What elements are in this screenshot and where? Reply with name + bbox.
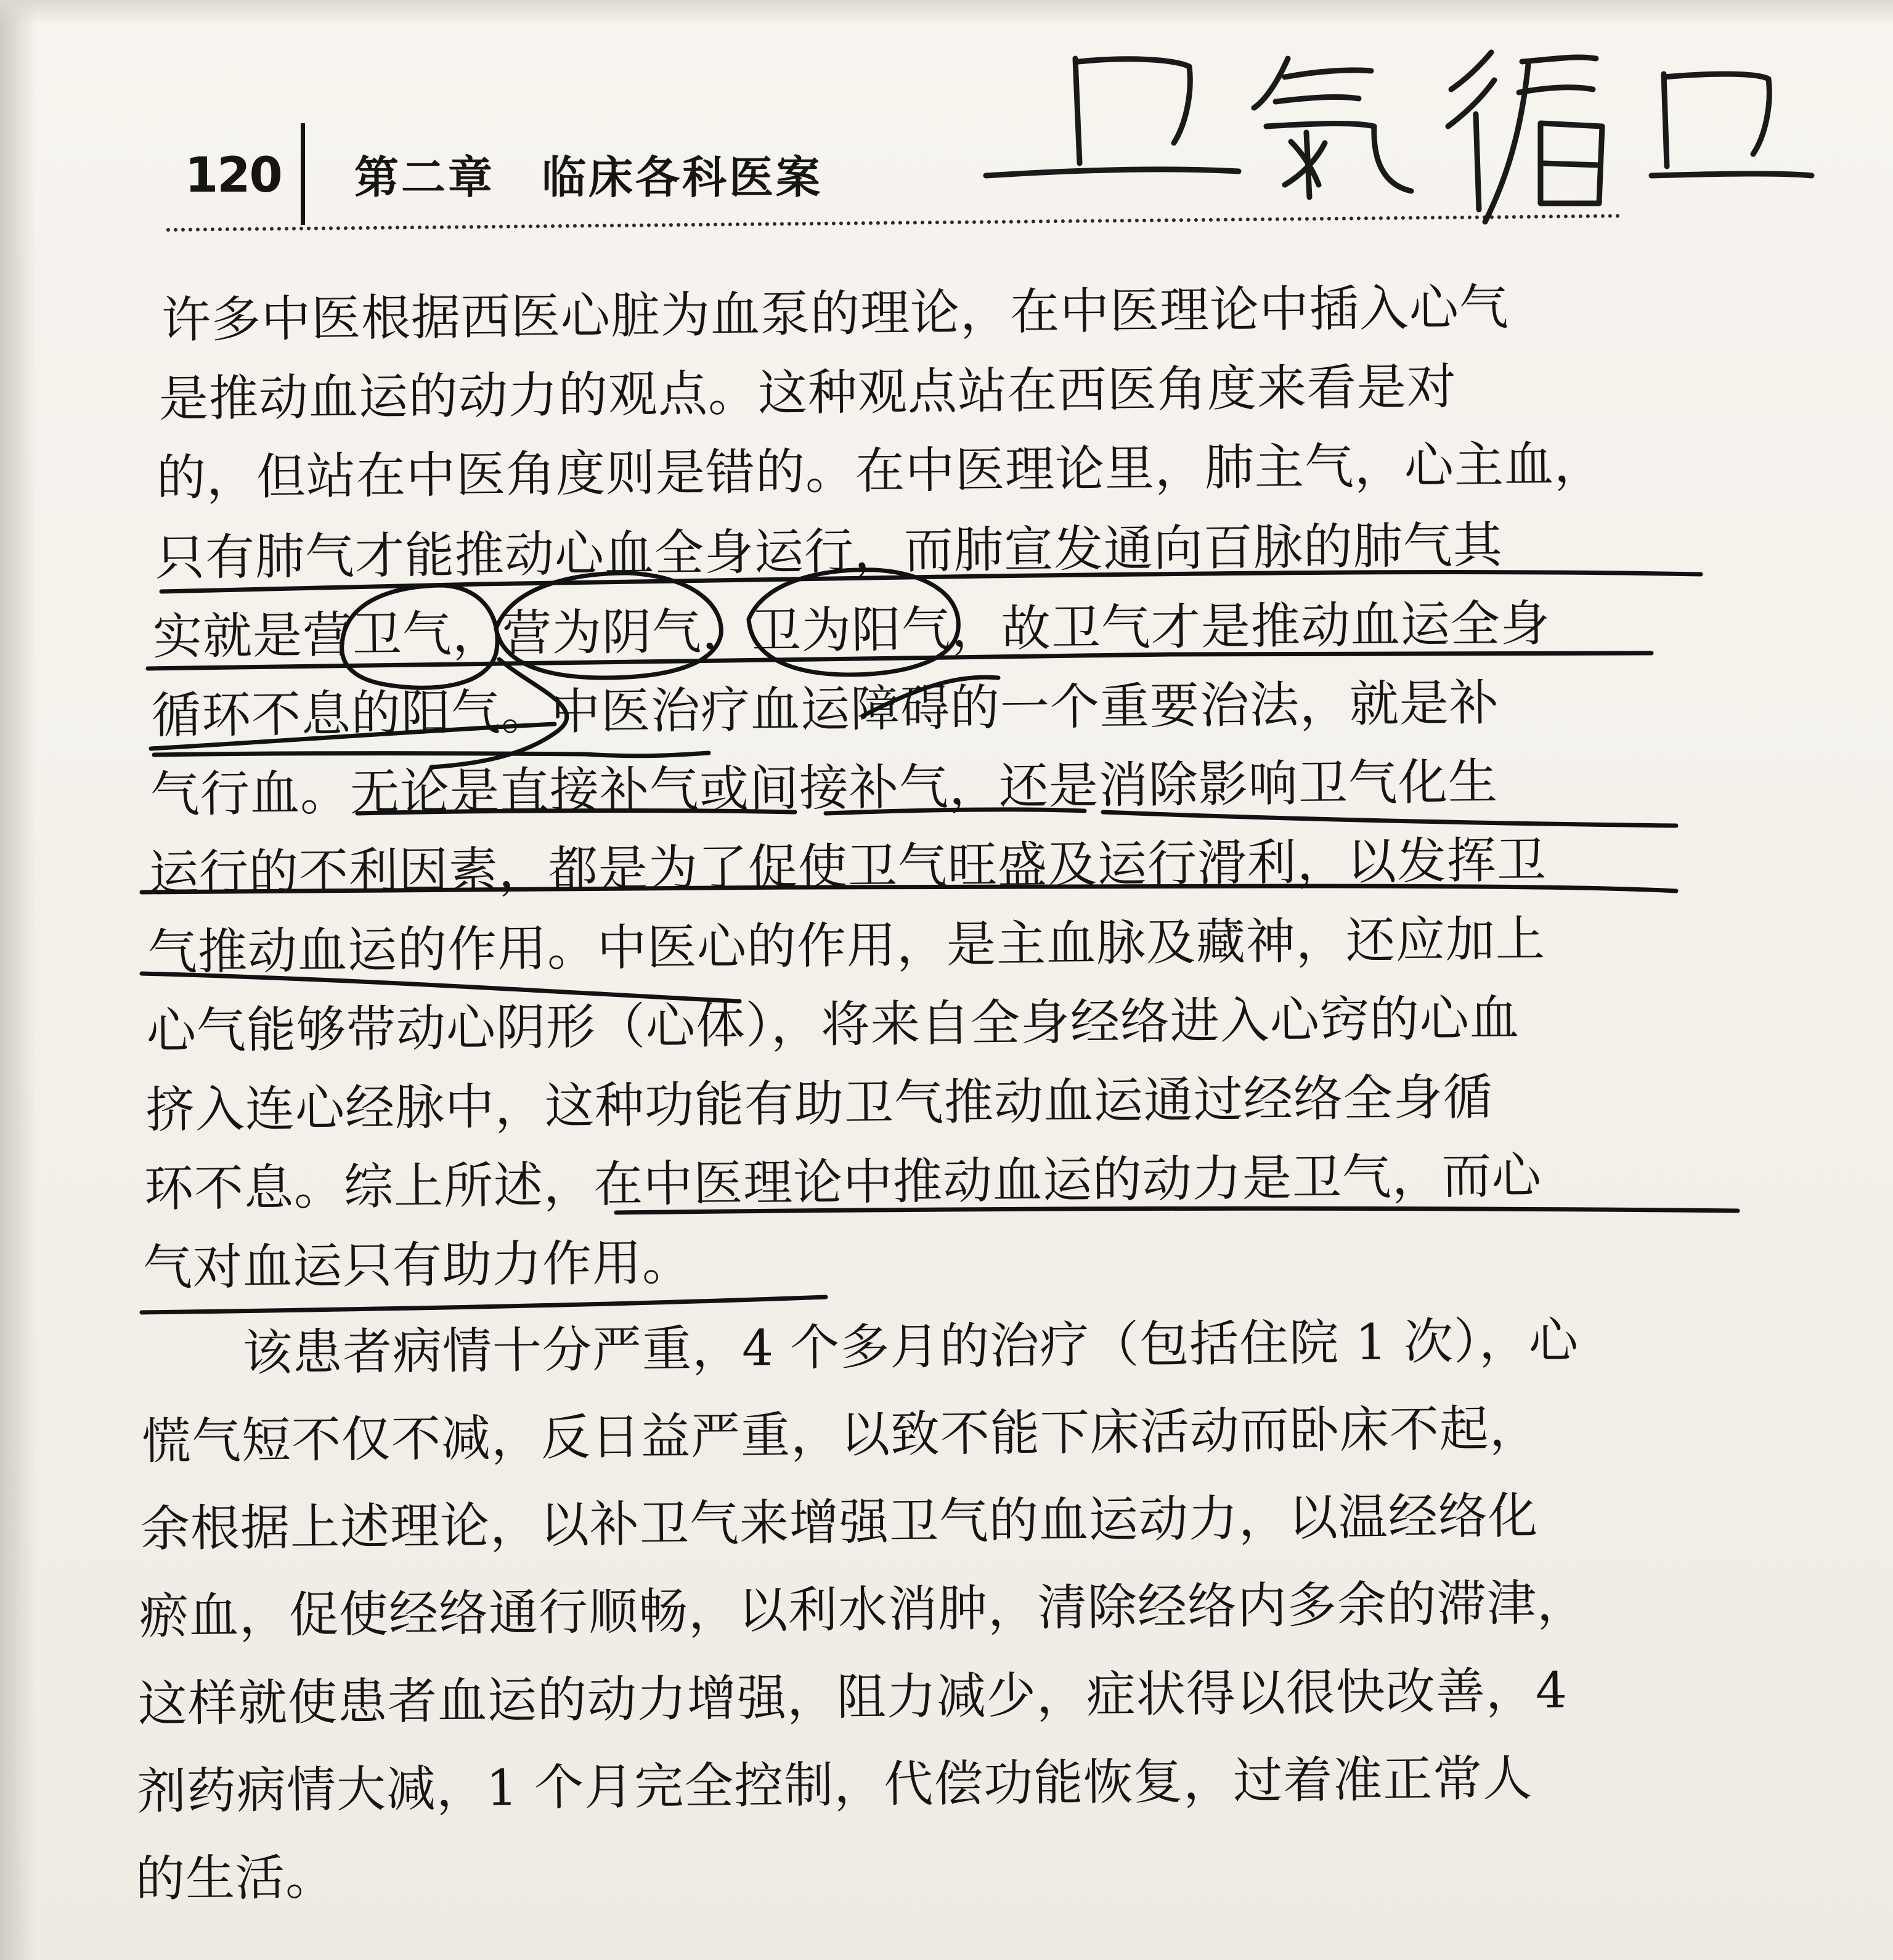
text-line: 该患者病情十分严重，4 个多月的治疗（包括住院 1 次），心 — [142, 1311, 1579, 1383]
text-line: 的，但站在中医角度则是错的。在中医理论里，肺主气，心主血， — [156, 435, 1605, 506]
text-line: 剂药病情大减，1 个月完全控制，代偿功能恢复，过着准正常人 — [136, 1749, 1533, 1820]
page-number: 120 — [185, 148, 282, 203]
text-line: 只有肺气才能推动心血全身运行，而肺宣发通向百脉的肺气其 — [155, 516, 1504, 587]
text-line: 瘀血，促使经络通行顺畅，以利水消肿，清除经络内多余的滞津， — [139, 1574, 1587, 1645]
text-line: 心气能够带动心阴形（心体），将来自全身经络进入心窍的心血 — [146, 989, 1520, 1060]
text-line: 环不息。综上所述，在中医理论中推动血运的动力是卫气，而心 — [144, 1147, 1542, 1218]
text-line: 是推动血运的动力的观点。这种观点站在西医角度来看是对 — [158, 357, 1457, 428]
text-line: 的生活。 — [135, 1848, 336, 1908]
text-line: 气对血运只有助力作用。 — [142, 1234, 693, 1296]
text-line: 运行的不利因素，都是为了促使卫气旺盛及运行滑利，以发挥卫 — [149, 831, 1547, 902]
text-line: 余根据上述理论，以补卫气来增强卫气的血运动力，以温经络化 — [140, 1487, 1539, 1558]
text-line: 循环不息的阳气。中医治疗血运障碍的一个重要治法，就是补 — [151, 674, 1500, 744]
chapter-title: 第二章 临床各科医案 — [354, 152, 823, 203]
text-line: 气行血。无论是直接补气或间接补气，还是消除影响卫气化生 — [150, 753, 1499, 823]
text-line: 这样就使患者血运的动力增强，阻力减少，症状得以很快改善，4 — [137, 1661, 1568, 1733]
text-line: 慌气短不仅不减，反日益严重，以致不能下床活动而卧床不起， — [141, 1399, 1540, 1470]
text-line: 许多中医根据西医心脏为血泵的理论，在中医理论中插入心气 — [161, 279, 1510, 349]
text-line: 实就是营卫气，营为阴气，卫为阳气，故卫气才是推动血运全身 — [152, 595, 1551, 665]
text-line: 挤入连心经脉中，这种功能有助卫气推动血运通过经络全身循 — [145, 1068, 1494, 1139]
text-line: 气推动血运的作用。中医心的作用，是主血脉及藏神，还应加上 — [147, 910, 1546, 981]
